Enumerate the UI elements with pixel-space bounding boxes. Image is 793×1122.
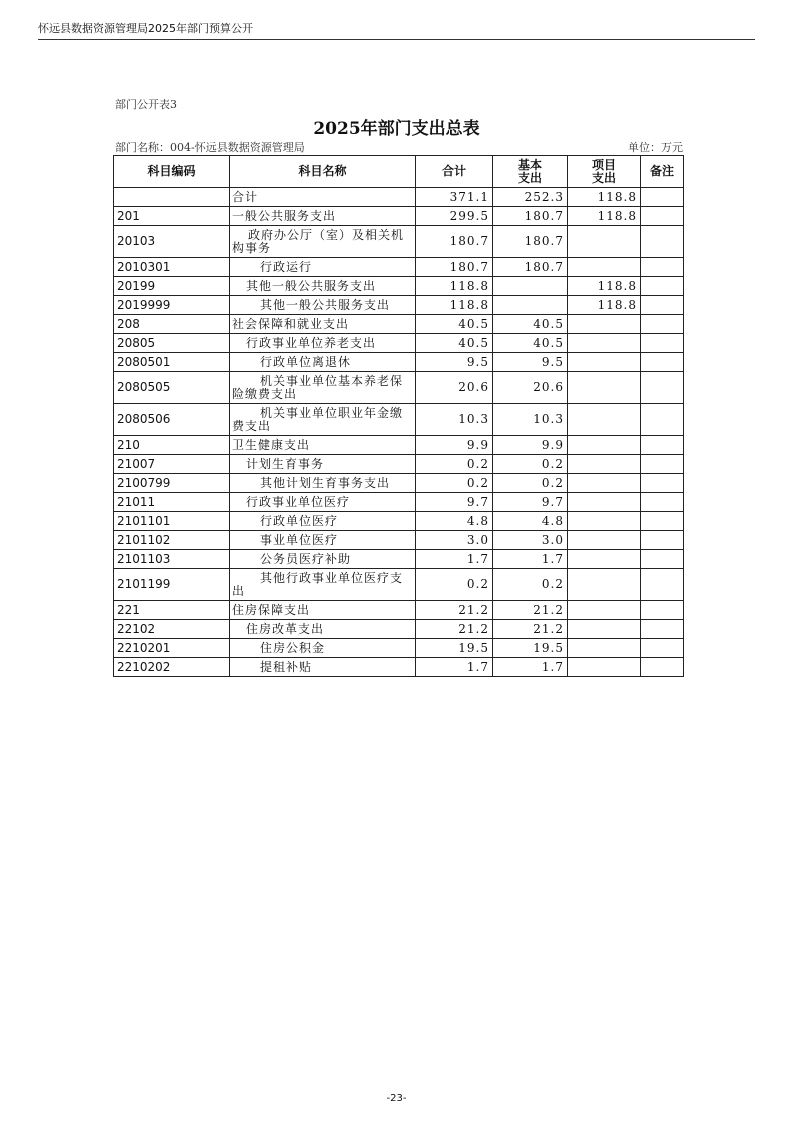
row-note [641,493,684,512]
row-total: 118.8 [416,296,493,315]
row-basic: 4.8 [493,512,568,531]
row-basic [493,277,568,296]
row-basic: 252.3 [493,188,568,207]
row-note [641,315,684,334]
row-code: 21011 [114,493,230,512]
row-project [568,493,641,512]
column-header-total: 合计 [416,156,493,188]
row-total: 180.7 [416,258,493,277]
row-note [641,531,684,550]
row-name: 其他一般公共服务支出 [230,296,416,315]
row-project [568,226,641,258]
table-row [114,372,684,404]
row-total: 9.9 [416,436,493,455]
row-code: 2100799 [114,474,230,493]
row-name: 行政单位离退休 [230,353,416,372]
row-basic: 9.9 [493,436,568,455]
row-total: 180.7 [416,226,493,258]
column-header-code: 科目编码 [114,156,230,188]
row-basic: 1.7 [493,658,568,677]
table-row [114,569,684,601]
row-name: 事业单位医疗 [230,531,416,550]
row-name: 行政事业单位医疗 [230,493,416,512]
row-total: 21.2 [416,601,493,620]
row-project [568,436,641,455]
row-total: 371.1 [416,188,493,207]
row-project [568,334,641,353]
row-total: 40.5 [416,334,493,353]
row-note [641,188,684,207]
row-code: 20103 [114,226,230,258]
column-header-project: 项目 支出 [568,156,641,188]
row-name: 机关事业单位职业年金缴费支出 [230,404,416,436]
row-note [641,277,684,296]
row-note [641,226,684,258]
row-basic: 21.2 [493,601,568,620]
row-note [641,620,684,639]
row-code: 2101199 [114,569,230,601]
row-note [641,296,684,315]
row-project [568,639,641,658]
row-note [641,372,684,404]
row-project: 118.8 [568,207,641,226]
row-basic: 180.7 [493,258,568,277]
table-row [114,353,684,372]
row-total: 10.3 [416,404,493,436]
row-project [568,455,641,474]
row-basic: 9.5 [493,353,568,372]
row-total: 0.2 [416,455,493,474]
row-basic: 0.2 [493,455,568,474]
table-row [114,188,684,207]
row-note [641,658,684,677]
row-note [641,455,684,474]
row-code: 2101103 [114,550,230,569]
row-basic: 180.7 [493,207,568,226]
table-row [114,550,684,569]
row-note [641,404,684,436]
row-code: 201 [114,207,230,226]
row-total: 40.5 [416,315,493,334]
row-name: 政府办公厅（室）及相关机构事务 [230,226,416,258]
row-name: 合计 [230,188,416,207]
row-total: 9.5 [416,353,493,372]
row-basic [493,296,568,315]
row-basic: 1.7 [493,550,568,569]
row-project [568,372,641,404]
table-header-row [114,156,684,188]
row-total: 9.7 [416,493,493,512]
row-project: 118.8 [568,277,641,296]
row-project [568,601,641,620]
row-name: 行政事业单位养老支出 [230,334,416,353]
row-total: 299.5 [416,207,493,226]
row-project [568,658,641,677]
row-total: 19.5 [416,639,493,658]
table-row [114,334,684,353]
row-total: 20.6 [416,372,493,404]
row-name: 公务员医疗补助 [230,550,416,569]
row-name: 计划生育事务 [230,455,416,474]
row-note [641,258,684,277]
unit-label: 单位：万元 [628,141,683,154]
row-basic: 0.2 [493,569,568,601]
row-name: 其他计划生育事务支出 [230,474,416,493]
row-project [568,474,641,493]
row-total: 4.8 [416,512,493,531]
page-header: 怀远县数据资源管理局2025年部门预算公开 [38,22,253,35]
row-basic: 19.5 [493,639,568,658]
row-project [568,258,641,277]
row-project: 118.8 [568,188,641,207]
table-row [114,601,684,620]
row-basic: 21.2 [493,620,568,639]
row-name: 一般公共服务支出 [230,207,416,226]
row-project [568,512,641,531]
table-row [114,493,684,512]
row-total: 0.2 [416,474,493,493]
page-number: -23- [386,1093,407,1104]
row-project [568,569,641,601]
row-project [568,620,641,639]
table-row [114,531,684,550]
row-code: 20805 [114,334,230,353]
row-name: 卫生健康支出 [230,436,416,455]
row-basic: 180.7 [493,226,568,258]
row-project [568,353,641,372]
row-basic: 9.7 [493,493,568,512]
row-total: 3.0 [416,531,493,550]
row-note [641,639,684,658]
row-total: 118.8 [416,277,493,296]
table-row [114,277,684,296]
table-row [114,207,684,226]
row-project [568,531,641,550]
row-code: 2101102 [114,531,230,550]
row-code: 2080505 [114,372,230,404]
row-basic: 3.0 [493,531,568,550]
row-basic: 0.2 [493,474,568,493]
row-code: 221 [114,601,230,620]
table-row [114,296,684,315]
row-project [568,550,641,569]
row-code: 2019999 [114,296,230,315]
row-basic: 40.5 [493,334,568,353]
row-code: 2210201 [114,639,230,658]
column-header-name: 科目名称 [230,156,416,188]
row-project [568,315,641,334]
row-note [641,207,684,226]
row-code: 2080501 [114,353,230,372]
row-code: 208 [114,315,230,334]
row-code: 2101101 [114,512,230,531]
row-code: 2080506 [114,404,230,436]
row-note [641,353,684,372]
row-name: 机关事业单位基本养老保险缴费支出 [230,372,416,404]
table-row [114,512,684,531]
row-code: 21007 [114,455,230,474]
table-tag: 部门公开表3 [115,98,177,111]
row-basic: 10.3 [493,404,568,436]
page-title: 2025年部门支出总表 [313,119,480,139]
row-code: 20199 [114,277,230,296]
column-header-note: 备注 [641,156,684,188]
row-name: 提租补贴 [230,658,416,677]
table-row [114,455,684,474]
row-code: 2210202 [114,658,230,677]
row-name: 行政单位医疗 [230,512,416,531]
table-row [114,404,684,436]
row-note [641,601,684,620]
row-code [114,188,230,207]
row-name: 行政运行 [230,258,416,277]
table-row [114,315,684,334]
row-note [641,334,684,353]
table-row [114,226,684,258]
row-name: 住房公积金 [230,639,416,658]
row-total: 0.2 [416,569,493,601]
row-note [641,569,684,601]
header-divider [38,39,755,40]
row-name: 住房改革支出 [230,620,416,639]
row-code: 2010301 [114,258,230,277]
expenditure-table [113,155,684,677]
table-row [114,258,684,277]
table-row [114,474,684,493]
row-total: 21.2 [416,620,493,639]
row-note [641,436,684,455]
column-header-basic: 基本 支出 [493,156,568,188]
table-row [114,436,684,455]
row-name: 其他一般公共服务支出 [230,277,416,296]
row-basic: 20.6 [493,372,568,404]
table-row [114,620,684,639]
row-note [641,550,684,569]
department-label: 部门名称：004-怀远县数据资源管理局 [115,141,305,154]
row-total: 1.7 [416,658,493,677]
row-project [568,404,641,436]
table-row [114,639,684,658]
row-note [641,474,684,493]
row-basic: 40.5 [493,315,568,334]
row-name: 住房保障支出 [230,601,416,620]
row-code: 22102 [114,620,230,639]
table-row [114,658,684,677]
row-name: 其他行政事业单位医疗支出 [230,569,416,601]
row-project: 118.8 [568,296,641,315]
row-note [641,512,684,531]
row-code: 210 [114,436,230,455]
row-total: 1.7 [416,550,493,569]
row-name: 社会保障和就业支出 [230,315,416,334]
